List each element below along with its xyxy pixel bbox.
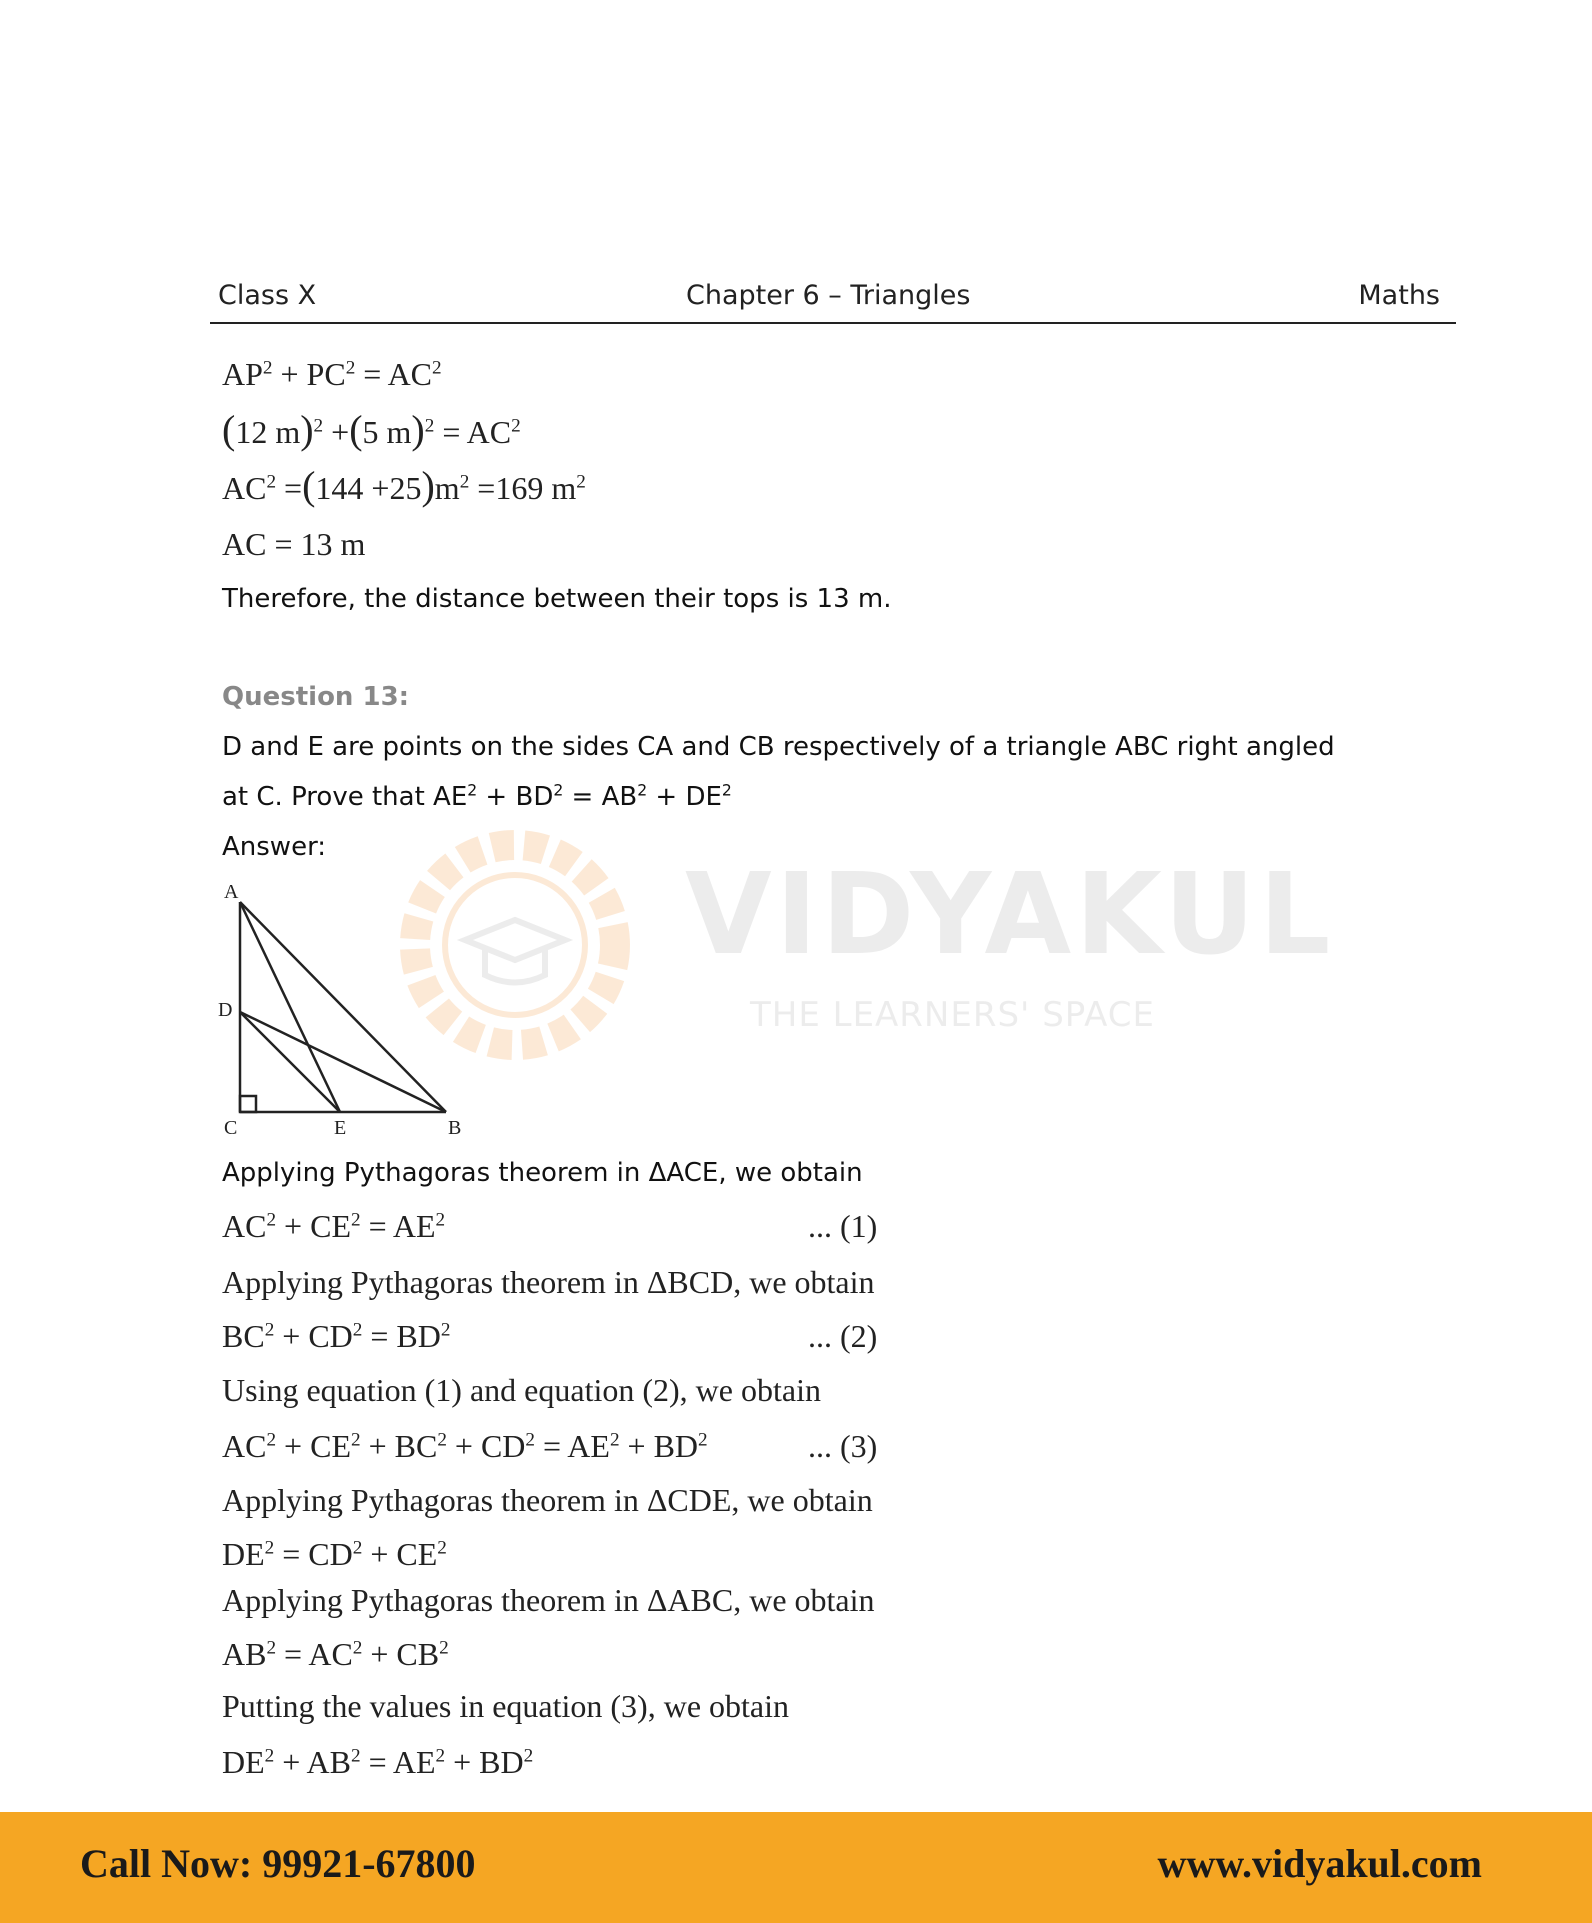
equation-ac-squared: $AC^2 =(144 +25)m^2 =169$ $m^2$ — [222, 463, 586, 508]
equation-ab: $AB^2 = AC^2 + CB^2$ — [222, 1636, 449, 1672]
label-d: D — [218, 999, 233, 1021]
label-b: B — [448, 1117, 462, 1139]
step-bcd-text: Applying Pythagoras theorem in ΔBCD, we obtain — [222, 1264, 875, 1300]
watermark-brand: VIDYAKUL — [685, 850, 1335, 980]
side-ab — [240, 902, 446, 1112]
previous-conclusion: Therefore, the distance between their tops is 13 m. — [222, 584, 892, 614]
equation-2-number: ... (2) — [808, 1318, 878, 1354]
website-link[interactable]: www.vidyakul.com — [1157, 1841, 1482, 1886]
triangle-figure — [212, 880, 472, 1140]
question-heading: Question 13: — [222, 682, 410, 712]
segment-ae — [240, 902, 340, 1112]
equation-3: $AC^2 + CE^2 + BC^2 + CD^2 = AE^2 + BD^2$ — [222, 1428, 708, 1464]
equation-1: $AC^2 + CE^2 = AE^2$ — [222, 1208, 446, 1244]
subject-label: Maths — [1358, 280, 1440, 311]
equation-2: $BC^2 + CD^2 = BD^2$ — [222, 1318, 451, 1354]
step-combine-text: Using equation (1) and equation (2), we obtain — [222, 1372, 821, 1408]
call-now-text: Call Now: 99921-67800 — [80, 1841, 476, 1886]
right-angle-marker — [240, 1096, 256, 1112]
question-text-line1: D and E are points on the sides CA and CB respectively of a triangle ABC right angled — [222, 732, 1335, 762]
solution-intro: Applying Pythagoras theorem in ΔACE, we obtain — [222, 1158, 863, 1188]
equation-3-number: ... (3) — [808, 1428, 878, 1464]
equation-substitution: (12 m)$^2$ +(5 $m)^2 = AC^2$ — [222, 407, 521, 452]
label-a: A — [224, 881, 239, 903]
equation-1-number: ... (1) — [808, 1208, 878, 1244]
chapter-title: Chapter 6 – Triangles — [686, 280, 971, 311]
footer-banner — [0, 1812, 1592, 1923]
vidyakul-watermark — [395, 830, 1335, 1060]
step-cde-text: Applying Pythagoras theorem in ΔCDE, we obtain — [222, 1482, 873, 1518]
label-e: E — [334, 1117, 347, 1139]
watermark-tagline: THE LEARNERS' SPACE — [750, 995, 1156, 1035]
equation-ac-result: AC = 13 m — [222, 526, 366, 562]
equation-de: $DE^2 = CD^2 + CE^2$ — [222, 1536, 447, 1572]
answer-label: Answer: — [222, 832, 327, 862]
label-c: C — [224, 1117, 238, 1139]
step-substitute-text: Putting the values in equation (3), we obtain — [222, 1688, 789, 1724]
equation-ap-pc: $AP^2 + PC^2 = AC^2$ — [222, 356, 442, 392]
question-text-line2: at C. Prove that $AE^2 + BD^2 = AB^2 + DE^2$ — [222, 781, 732, 812]
segment-bd — [240, 1012, 446, 1112]
page-header — [210, 278, 1456, 324]
equation-final: $DE^2 + AB^2 = AE^2 + BD^2$ — [222, 1744, 534, 1780]
step-abc-text: Applying Pythagoras theorem in ΔABC, we obtain — [222, 1582, 875, 1618]
class-label: Class X — [218, 280, 317, 311]
